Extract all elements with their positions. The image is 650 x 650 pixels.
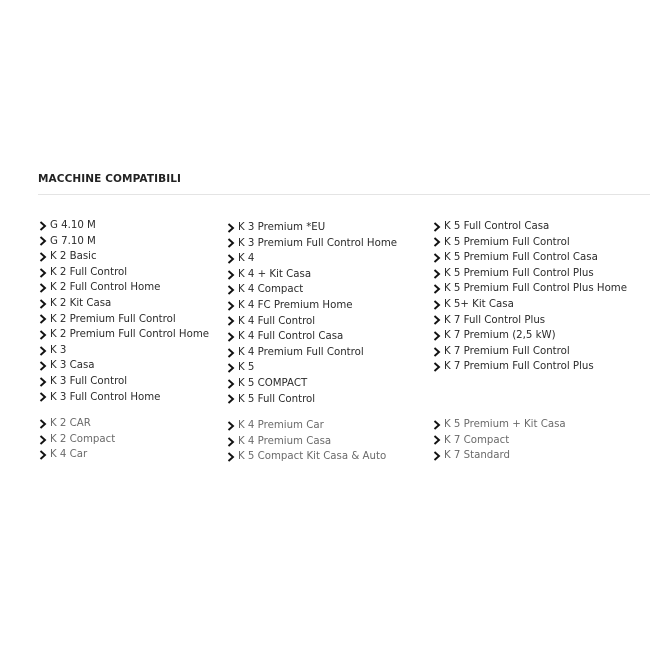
machine-link-label: K 4 + Kit Casa <box>238 268 312 280</box>
machine-link-label: K 5+ Kit Casa <box>444 298 514 310</box>
chevron-right-icon <box>432 284 442 294</box>
machine-link-label: G 4.10 M <box>50 220 96 231</box>
machine-link[interactable] <box>432 250 627 266</box>
chevron-right-icon <box>38 377 48 387</box>
machine-link[interactable] <box>432 344 627 360</box>
chevron-right-icon <box>38 330 48 340</box>
machine-link[interactable] <box>38 343 209 359</box>
machine-link-label: K 5 Compact Kit Casa & Auto <box>238 451 387 463</box>
column-3-secondary-list <box>432 417 627 464</box>
machine-link-label: K 5 Premium + Kit Casa <box>444 418 566 430</box>
machine-link-label: K 7 Compact <box>444 434 510 446</box>
machine-link[interactable] <box>432 297 627 313</box>
machine-link[interactable] <box>38 358 209 374</box>
chevron-right-icon <box>226 379 236 389</box>
machine-link[interactable] <box>226 220 397 236</box>
machine-link-label: K 4 Compact <box>238 284 304 296</box>
chevron-right-icon <box>38 299 48 309</box>
machine-link[interactable] <box>38 374 209 390</box>
list-gap <box>432 375 627 417</box>
column-2 <box>226 220 397 465</box>
machine-link[interactable] <box>432 266 627 282</box>
chevron-right-icon <box>38 392 48 402</box>
chevron-right-icon <box>38 236 48 246</box>
machine-link-label: K 7 Premium (2,5 kW) <box>444 330 556 342</box>
machine-link[interactable] <box>226 329 397 345</box>
chevron-right-icon <box>432 331 442 341</box>
machine-link[interactable] <box>226 314 397 330</box>
machine-link-label: K 4 Full Control Casa <box>238 331 344 343</box>
machine-link[interactable] <box>38 234 209 250</box>
machine-link[interactable] <box>38 265 209 281</box>
column-3-primary-list <box>432 219 627 375</box>
section-title: MACCHINE COMPATIBILI <box>38 173 181 185</box>
chevron-right-icon <box>38 268 48 278</box>
machine-link[interactable] <box>38 218 209 234</box>
chevron-right-icon <box>226 270 236 280</box>
column-1-secondary-list <box>38 416 209 463</box>
machine-link-label: K 3 Casa <box>50 360 95 372</box>
machine-link[interactable] <box>38 447 209 463</box>
machine-link-label: K 4 Premium Casa <box>238 435 332 447</box>
column-2-secondary-list <box>226 418 397 465</box>
machine-link-label: K 2 CAR <box>50 418 91 430</box>
chevron-right-icon <box>226 238 236 248</box>
column-3 <box>432 219 627 464</box>
chevron-right-icon <box>226 452 236 462</box>
chevron-right-icon <box>226 301 236 311</box>
machine-link[interactable] <box>38 296 209 312</box>
chevron-right-icon <box>432 362 442 372</box>
chevron-right-icon <box>432 253 442 263</box>
machine-link[interactable] <box>38 327 209 343</box>
machine-link[interactable] <box>38 416 209 432</box>
machine-link-label: K 5 Premium Full Control Plus Home <box>444 283 627 295</box>
machine-link-label: K 5 Premium Full Control Casa <box>444 252 598 264</box>
chevron-right-icon <box>38 450 48 460</box>
machine-link-label: K 3 Full Control <box>50 375 128 387</box>
machine-link[interactable] <box>38 249 209 265</box>
chevron-right-icon <box>432 222 442 232</box>
machine-link[interactable] <box>432 281 627 297</box>
chevron-right-icon <box>432 451 442 461</box>
machine-link-label: K 3 <box>50 344 67 356</box>
machine-link[interactable] <box>432 328 627 344</box>
chevron-right-icon <box>432 420 442 430</box>
chevron-right-icon <box>38 435 48 445</box>
machine-link-label: K 4 FC Premium Home <box>238 299 353 311</box>
machine-link-label: K 3 Full Control Home <box>50 391 161 403</box>
chevron-right-icon <box>226 254 236 264</box>
chevron-right-icon <box>432 315 442 325</box>
machine-link-label: K 2 Premium Full Control <box>50 313 176 325</box>
machine-link[interactable] <box>432 417 627 433</box>
chevron-right-icon <box>432 300 442 310</box>
machine-link[interactable] <box>226 251 397 267</box>
column-1-primary-list <box>38 218 209 405</box>
chevron-right-icon <box>38 252 48 262</box>
machine-link-label: G 7.10 M <box>50 235 96 247</box>
machine-link[interactable] <box>226 236 397 252</box>
machine-link[interactable] <box>226 282 397 298</box>
machine-link-label: K 5 Full Control <box>238 393 316 405</box>
machine-link[interactable] <box>226 418 397 434</box>
chevron-right-icon <box>226 285 236 295</box>
chevron-right-icon <box>38 221 48 231</box>
section-divider <box>38 194 650 195</box>
chevron-right-icon <box>226 437 236 447</box>
machine-link[interactable] <box>226 449 397 465</box>
chevron-right-icon <box>226 394 236 404</box>
compatible-machines-section <box>38 170 650 463</box>
machine-link-label: K 2 Basic <box>50 251 97 263</box>
machine-link-label: K 7 Full Control Plus <box>444 314 546 326</box>
machine-link[interactable] <box>38 390 209 406</box>
machine-link[interactable] <box>432 433 627 449</box>
machine-link-label: K 7 Premium Full Control Plus <box>444 361 594 373</box>
machine-link-label: K 3 Premium Full Control Home <box>238 237 398 249</box>
chevron-right-icon <box>432 237 442 247</box>
machine-link[interactable] <box>432 219 627 235</box>
machine-link-label: K 2 Premium Full Control Home <box>50 329 210 341</box>
machine-link-label: K 4 <box>238 253 255 265</box>
machine-link-label: K 5 <box>238 362 255 374</box>
machine-link-label: K 2 Kit Casa <box>50 297 112 309</box>
chevron-right-icon <box>432 435 442 445</box>
machine-link-label: K 4 Full Control <box>238 315 316 327</box>
machine-link-label: K 5 COMPACT <box>238 377 308 389</box>
machine-link-label: K 5 Premium Full Control <box>444 236 570 248</box>
machine-link-label: K 2 Full Control <box>50 266 128 278</box>
machine-link[interactable] <box>226 376 397 392</box>
chevron-right-icon <box>226 332 236 342</box>
chevron-right-icon <box>38 283 48 293</box>
machine-link-label: K 4 Premium Full Control <box>238 346 364 358</box>
machine-link[interactable] <box>432 359 627 375</box>
chevron-right-icon <box>38 419 48 429</box>
machine-link[interactable] <box>226 345 397 361</box>
machine-link-label: K 7 Standard <box>444 450 510 462</box>
chevron-right-icon <box>226 348 236 358</box>
machine-link[interactable] <box>226 267 397 283</box>
chevron-right-icon <box>38 361 48 371</box>
list-gap <box>38 405 209 416</box>
machine-link[interactable] <box>38 312 209 328</box>
machine-link-label: K 2 Compact <box>50 433 116 445</box>
chevron-right-icon <box>432 269 442 279</box>
chevron-right-icon <box>226 223 236 233</box>
chevron-right-icon <box>38 346 48 356</box>
machine-link-label: K 4 Car <box>50 449 88 461</box>
machine-link-label: K 4 Premium Car <box>238 420 324 432</box>
machine-link[interactable] <box>38 432 209 448</box>
machine-link[interactable] <box>226 434 397 450</box>
machine-link[interactable] <box>432 313 627 329</box>
machine-link[interactable] <box>432 235 627 251</box>
chevron-right-icon <box>226 421 236 431</box>
machine-link[interactable] <box>432 448 627 464</box>
compatible-machines-columns <box>38 220 650 480</box>
machine-link[interactable] <box>226 360 397 376</box>
chevron-right-icon <box>226 363 236 373</box>
machine-link[interactable] <box>38 280 209 296</box>
chevron-right-icon <box>226 316 236 326</box>
chevron-right-icon <box>432 347 442 357</box>
list-gap <box>226 407 397 418</box>
column-2-primary-list <box>226 220 397 407</box>
machine-link-label: K 7 Premium Full Control <box>444 345 570 357</box>
machine-link-label: K 5 Full Control Casa <box>444 221 550 232</box>
machine-link-label: K 5 Premium Full Control Plus <box>444 267 594 279</box>
machine-link-label: K 2 Full Control Home <box>50 282 161 294</box>
machine-link[interactable] <box>226 298 397 314</box>
machine-link[interactable] <box>226 392 397 408</box>
column-1 <box>38 218 209 463</box>
machine-link-label: K 3 Premium *EU <box>238 222 326 233</box>
chevron-right-icon <box>38 314 48 324</box>
